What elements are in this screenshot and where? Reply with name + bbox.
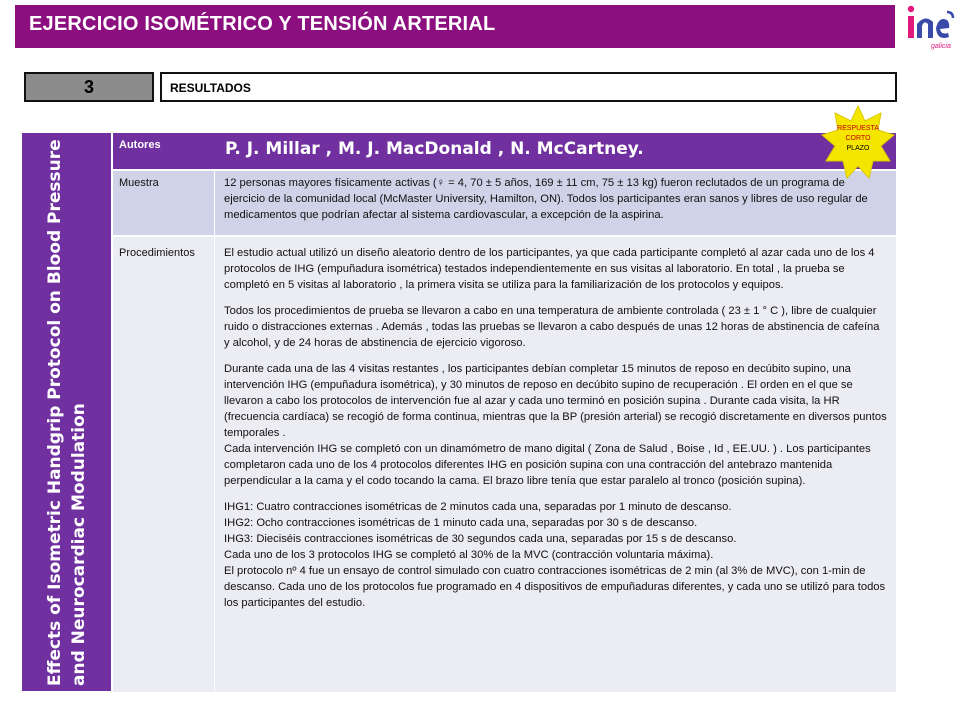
badge-line-3: PLAZO bbox=[846, 145, 870, 152]
badge-line-2: CORTO bbox=[845, 135, 871, 142]
procedimientos-label: Procedimientos bbox=[119, 247, 195, 259]
section-number-box bbox=[24, 72, 154, 102]
proc-paragraph-9: El protocolo nº 4 fue un ensayo de control simulado con cuatro contracciones isométricas de 2 min (al 3% de MVC), con 1-min de descanso. Cada uno de los protocolos fue programado en 4 dispositivos de empuñaduras diferentes, y cada uno se utilizó para todos los participantes del estudio. bbox=[224, 565, 886, 609]
row-autores bbox=[113, 133, 896, 169]
proc-paragraph-2: Todos los procedimientos de prueba se llevaron a cabo en una temperatura de ambiente controlada ( 23 ± 1 ° C ), libre de cualquier ruido o distracciones externas . Además , todas las pruebas se llevaron a cabo después de unas 12 horas de abstinencia de cafeína y alcohol, y de 24 horas de abstinencia de ejercicio vigoroso. bbox=[224, 305, 880, 349]
proc-paragraph-1: El estudio actual utilizó un diseño aleatorio dentro de los participantes, ya que cada participante completó al azar cada uno de los 4 protocolos de IHG (empuñadura isométrica) testados independientemente en sus visitas al laboratorio. En total , la prueba se completó en 5 visitas al laboratorio , la primera visita se utiliza para la familiarización de los protocolos y equipos. bbox=[224, 247, 875, 291]
proc-paragraph-7: IHG3: Dieciséis contracciones isométricas de 30 segundos cada una, separadas por 15 s de descanso. bbox=[224, 533, 737, 545]
autores-label: Autores bbox=[119, 139, 161, 151]
row-procedimientos bbox=[113, 237, 896, 692]
inef-galicia-logo bbox=[903, 4, 955, 50]
procedimientos-text bbox=[224, 245, 888, 611]
study-title: Effects of Isometric Handgrip Protocol on Blood Pressure and Neurocardiac Modulation bbox=[44, 139, 89, 686]
section-label: RESULTADOS bbox=[170, 81, 251, 95]
title-bar bbox=[15, 5, 895, 48]
study-title-band bbox=[22, 133, 111, 691]
proc-paragraph-6: IHG2: Ocho contracciones isométricas de 1 minuto cada una, separadas por 30 s de descanso. bbox=[224, 517, 698, 529]
proc-paragraph-8: Cada uno de los 3 protocolos IHG se completó al 30% de la MVC (contracción voluntaria máxima). bbox=[224, 549, 714, 561]
slide-title: EJERCICIO ISOMÉTRICO Y TENSIÓN ARTERIAL bbox=[29, 13, 496, 35]
row-muestra bbox=[113, 171, 896, 235]
logo-subtext: galicia bbox=[931, 43, 951, 50]
proc-paragraph-5: IHG1: Cuatro contracciones isométricas de 2 minutos cada una, separadas por 1 minuto de descanso. bbox=[224, 501, 732, 513]
proc-paragraph-4: Cada intervención IHG se completó con un dinamómetro de mano digital ( Zona de Salud , Boise , Id , EE.UU. ) . Los participantes completaron cada uno de los 4 protocolos diferentes IHG en posición supina con una contracción del antebrazo mantenida perpendicular a la cama y el codo tocando la cama. El brazo libre tenía que estar paralelo al tronco (posición supina). bbox=[224, 443, 871, 487]
muestra-label-cell bbox=[113, 171, 215, 235]
muestra-text: 12 personas mayores físicamente activas (♀ = 4, 70 ± 5 años, 169 ± 11 cm, 75 ± 13 kg) fueron reclutados de un programa de ejercicio de la comunidad local (McMaster University, Hamilton, ON). Todos los participantes eran sanos y libres de uso regular de medicamentos que podrían afectar al sistema cardiovascular, a excepción de la aspirina. bbox=[224, 177, 868, 221]
procedimientos-label-cell bbox=[113, 237, 215, 692]
proc-paragraph-3: Durante cada una de las 4 visitas restantes , los participantes debían completar 15 minutos de reposo en decúbito supino, una intervención IHG (empuñadura isométrica), y 30 minutos de reposo en decúbito supino de recuperación . El orden en el que se llevaron a cabo los protocolos de intervención fue al azar y cada uno terminó en posición supina . Durante cada visita, la HR (frecuencia cardíaca) se recogió de forma continua, mientras que la BP (presión arterial) se recogió discretamente en diversos puntos temporales . bbox=[224, 363, 887, 439]
autores-value: P. J. Millar , M. J. MacDonald , N. McCartney. bbox=[225, 139, 644, 159]
section-label-box bbox=[160, 72, 897, 102]
muestra-label: Muestra bbox=[119, 177, 159, 189]
badge-line-1: RESPUESTA bbox=[837, 125, 879, 132]
starburst-text bbox=[820, 124, 896, 154]
section-number: 3 bbox=[83, 77, 94, 97]
